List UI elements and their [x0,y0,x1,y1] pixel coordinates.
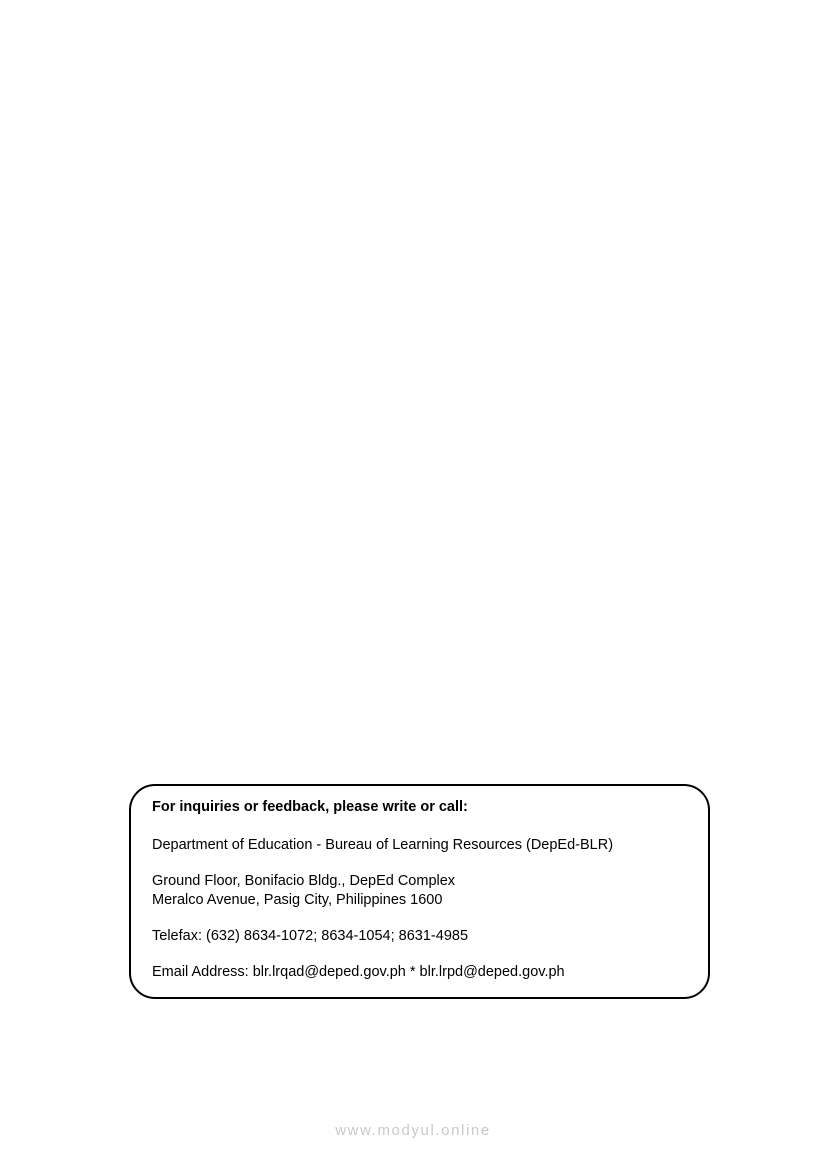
contact-address-line1: Ground Floor, Bonifacio Bldg., DepEd Complex [152,872,456,889]
contact-email: Email Address: blr.lrqad@deped.gov.ph * blr.lrpd@deped.gov.ph [152,964,565,981]
contact-address [152,872,694,910]
page-watermark: www.modyul.online [335,1122,491,1139]
contact-info-box [129,784,710,999]
contact-telefax: Telefax: (632) 8634-1072; 8634-1054; 8631-4985 [152,927,469,944]
contact-department: Department of Education - Bureau of Learning Resources (DepEd-BLR) [152,836,614,853]
contact-info-content [152,798,694,999]
contact-heading: For inquiries or feedback, please write or call: [152,799,468,815]
contact-address-line2: Meralco Avenue, Pasig City, Philippines 1600 [152,891,443,908]
